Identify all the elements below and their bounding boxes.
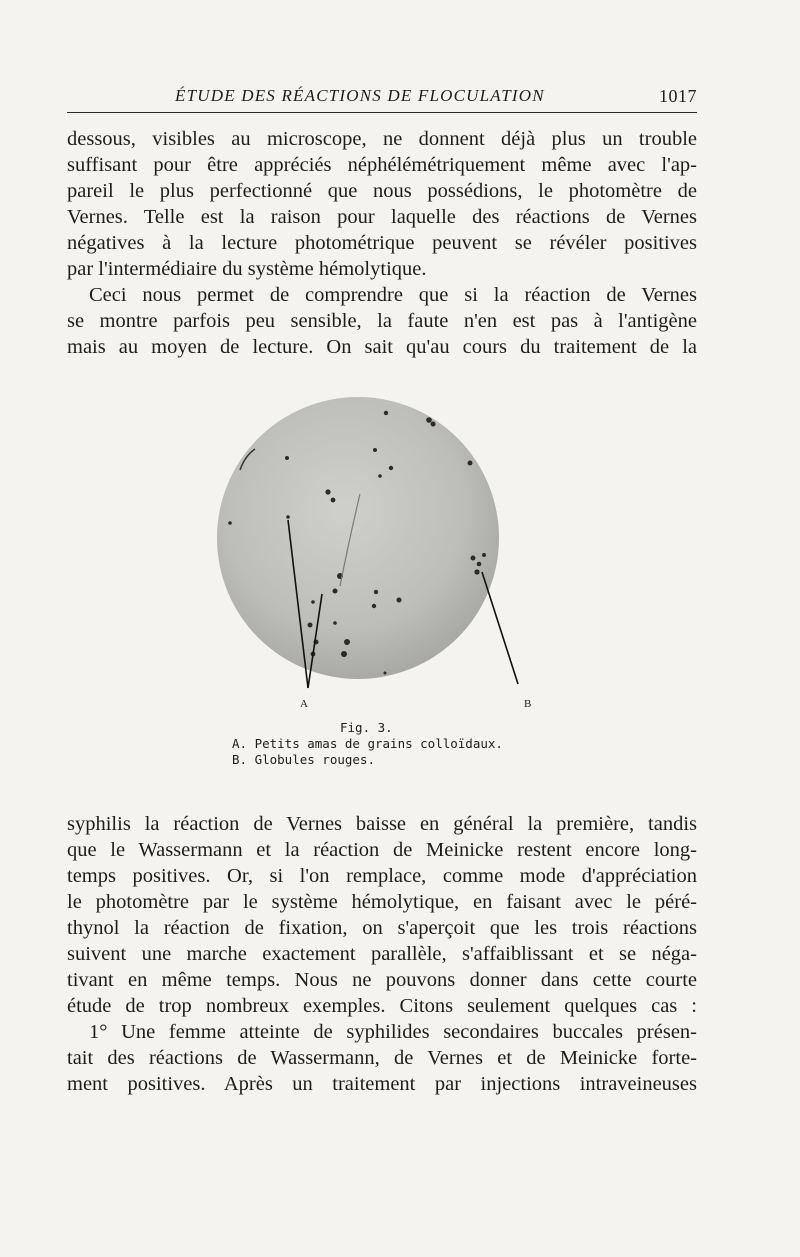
text-line: mais au moyen de lecture. On sait qu'au cours du traitement de la — [67, 336, 697, 358]
text-line: par l'intermédiaire du système hémolytique. — [67, 258, 427, 280]
text-line: se montre parfois peu sensible, la faute n'en est pas à l'antigène — [67, 310, 697, 332]
micrograph-image — [200, 396, 540, 726]
text-line: suivent une marche exactement parallèle, s'affaiblissant et se néga- — [67, 943, 697, 965]
caption-b: B. Globules rouges. — [232, 752, 375, 767]
text-line: thynol la réaction de fixation, on s'aperçoit que les trois réactions — [67, 917, 697, 939]
text-line: ment positives. Après un traitement par injections intraveineuses — [67, 1073, 697, 1095]
text-line: tivant en même temps. Nous ne pouvons donner dans cette courte — [67, 969, 697, 991]
label-a: A — [300, 698, 308, 710]
text-line: pareil le plus perfectionné que nous possédions, le photomètre de — [67, 180, 697, 202]
page-number: 1017 — [659, 86, 697, 106]
text-line: 1° Une femme atteinte de syphilides secondaires buccales présen- — [89, 1021, 697, 1043]
paragraph-top — [67, 126, 697, 360]
microscope-field — [217, 397, 499, 679]
paragraph-bottom — [67, 811, 697, 1097]
figure-caption — [232, 720, 503, 768]
text-line: négatives à la lecture photométrique peuvent se révéler positives — [67, 232, 697, 254]
text-line: syphilis la réaction de Vernes baisse en général la première, tandis — [67, 813, 697, 835]
text-line: le photomètre par le système hémolytique, en faisant avec le péré- — [67, 891, 697, 913]
text-line: étude de trop nombreux exemples. Citons seulement quelques cas : — [67, 995, 697, 1017]
text-line: suffisant pour être appréciés néphélémétriquement même avec l'ap- — [67, 154, 697, 176]
text-line: tait des réactions de Wassermann, de Vernes et de Meinicke forte- — [67, 1047, 697, 1069]
text-line: Ceci nous permet de comprendre que si la réaction de Vernes — [89, 284, 697, 306]
text-line: dessous, visibles au microscope, ne donnent déjà plus un trouble — [67, 128, 697, 150]
text-line: que le Wassermann et la réaction de Meinicke restent encore long- — [67, 839, 697, 861]
caption-a: A. Petits amas de grains colloïdaux. — [232, 736, 503, 751]
running-title: ÉTUDE DES RÉACTIONS DE FLOCULATION — [175, 86, 545, 105]
figure-micrograph — [200, 396, 540, 726]
text-line: temps positives. Or, si l'on remplace, comme mode d'appréciation — [67, 865, 697, 887]
figure-title: Fig. 3. — [340, 720, 393, 735]
page-header — [67, 86, 697, 113]
label-b: B — [524, 698, 532, 710]
text-line: Vernes. Telle est la raison pour laquelle des réactions de Vernes — [67, 206, 697, 228]
